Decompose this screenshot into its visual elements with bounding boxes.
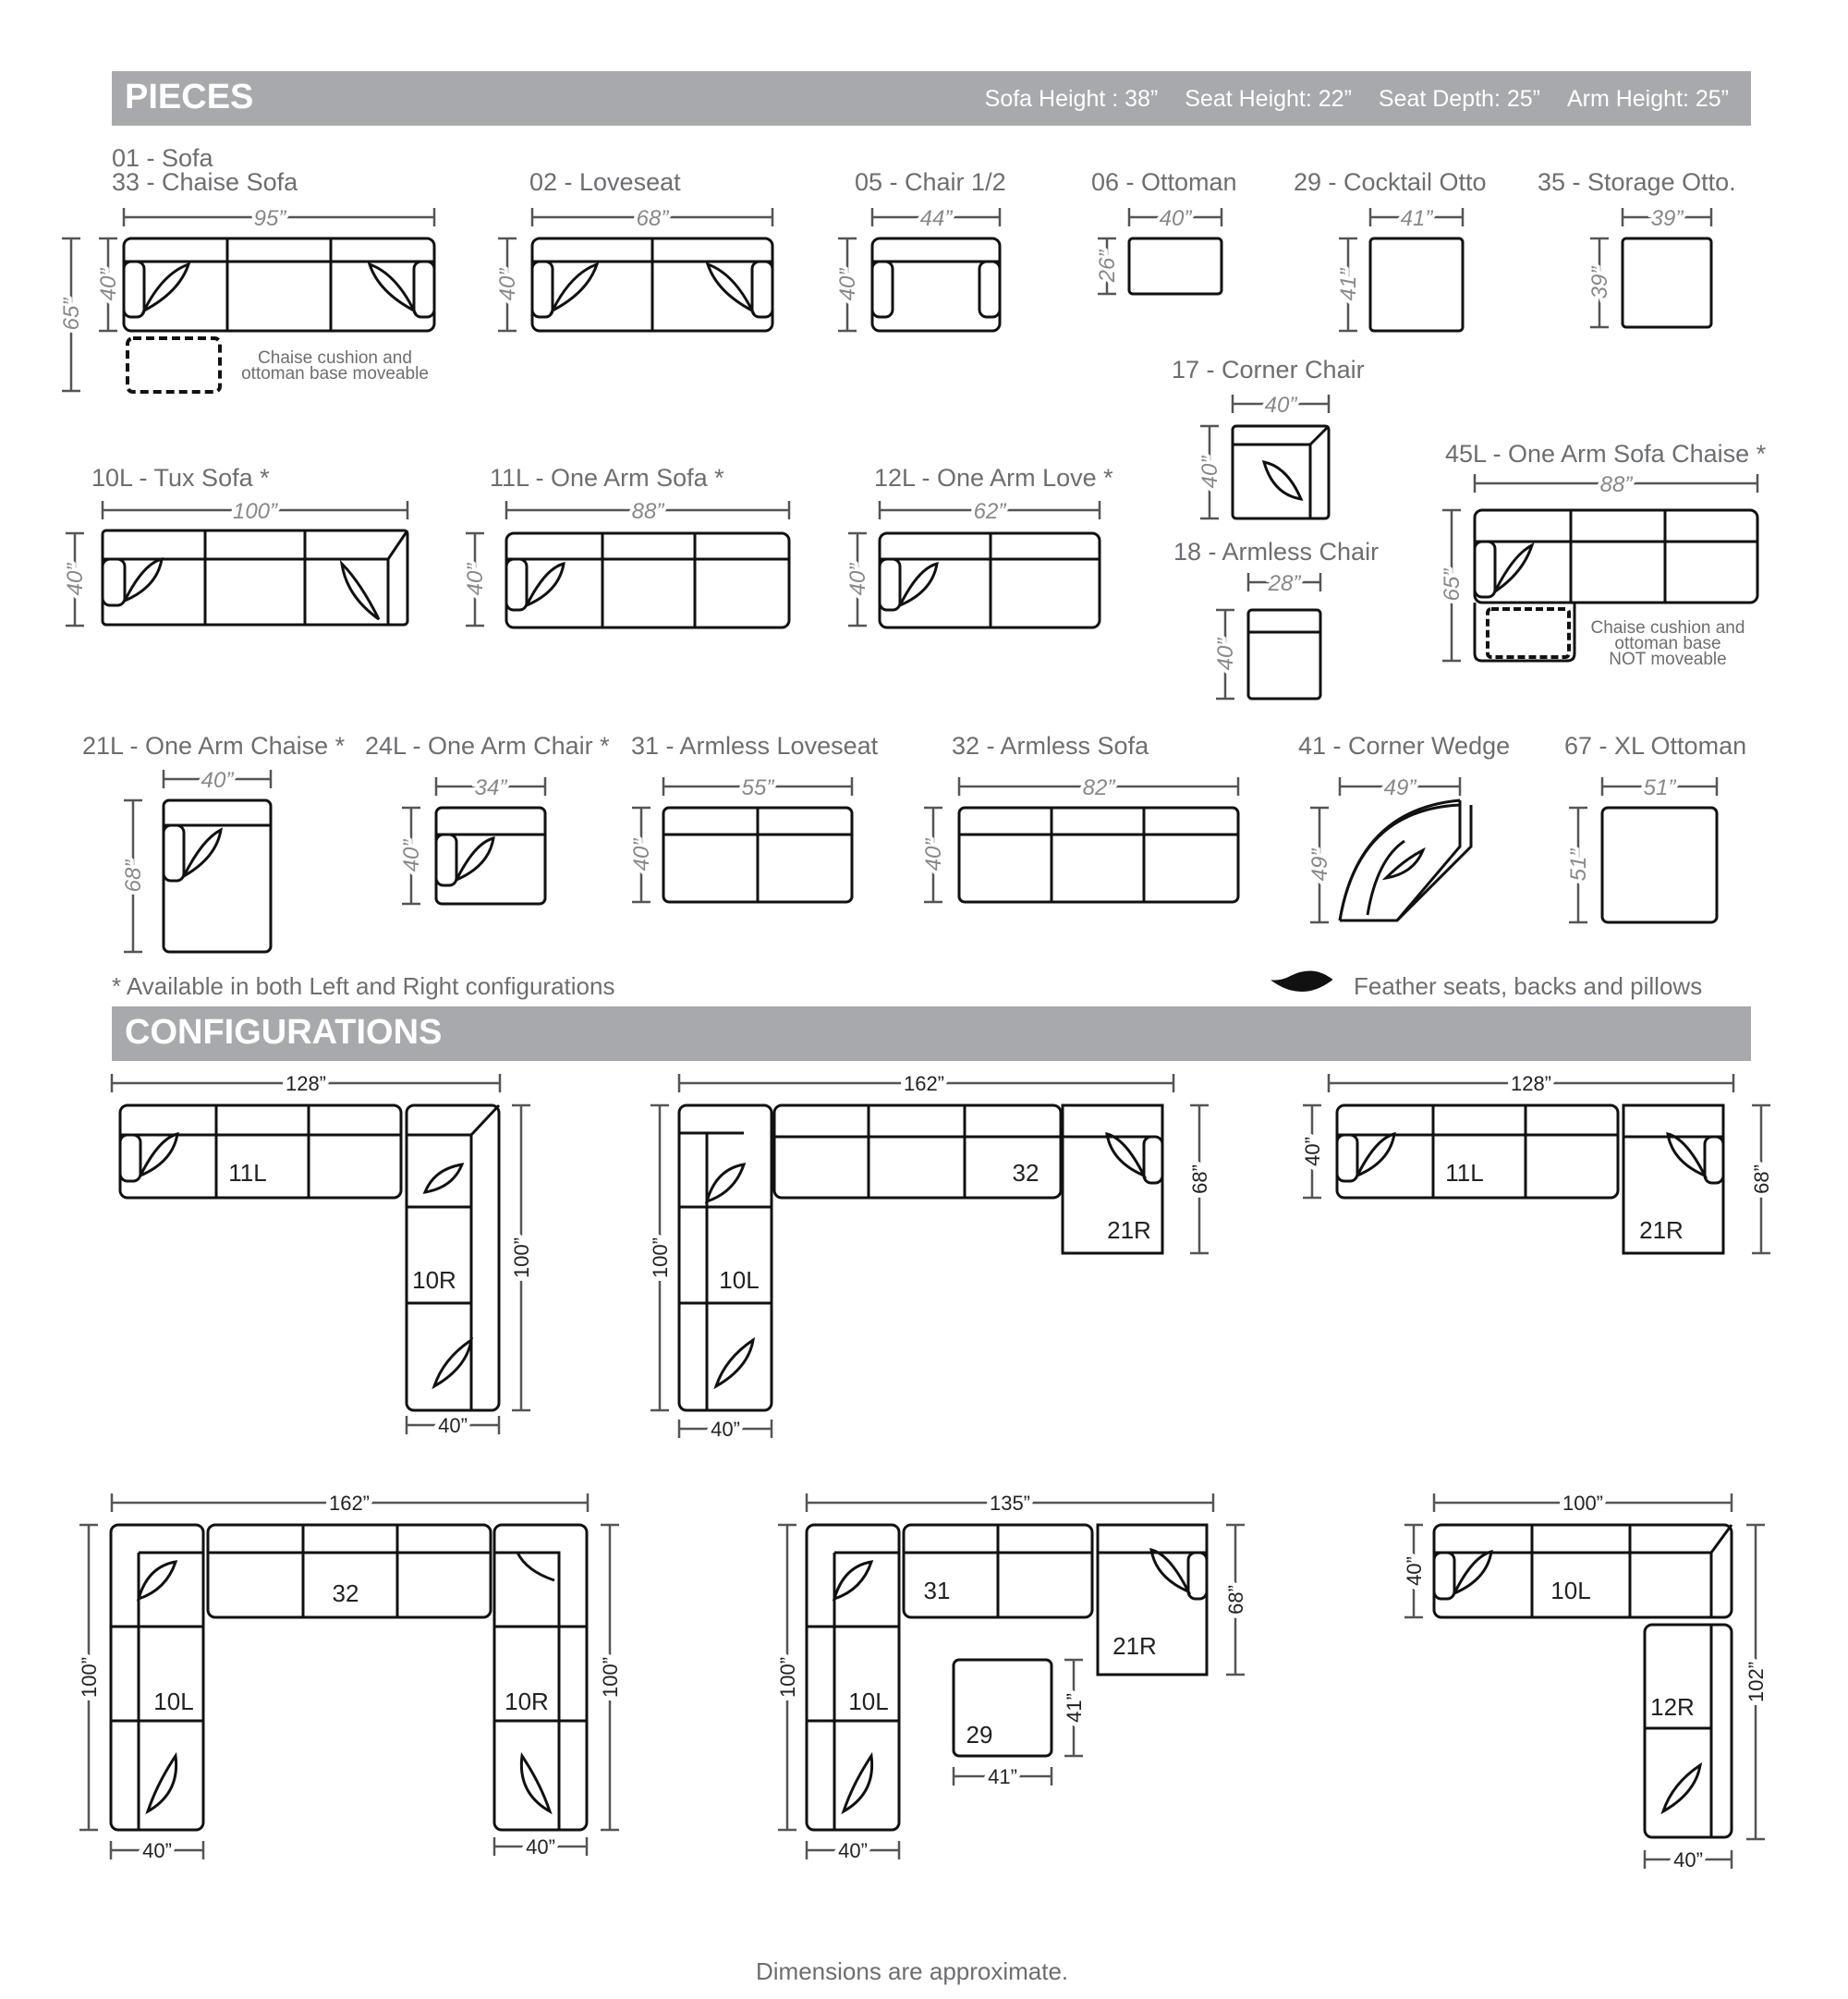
cfg3-label-21r: 21R: [1639, 1216, 1684, 1244]
label-one-arm-love: 12L - One Arm Love *: [874, 464, 1113, 492]
dim-one-arm-sofa-width: 88”: [631, 499, 664, 524]
config-2-drawing: [679, 1105, 1162, 1410]
config-4-drawing: [111, 1525, 587, 1830]
cfg6-label-12r: 12R: [1650, 1693, 1695, 1721]
cfg5-otto-depth: 41”: [1063, 1693, 1086, 1723]
cfg5-otto-width: 41”: [988, 1765, 1017, 1788]
dim-sofa-depth: 40”: [96, 268, 121, 301]
ottoman-drawing: [1129, 238, 1222, 294]
note-line: NOT moveable: [1609, 650, 1727, 669]
dim-storage-depth: 39”: [1587, 266, 1612, 299]
cfg4-length-right: 100”: [599, 1656, 622, 1699]
cfg5-label-21r: 21R: [1112, 1632, 1157, 1660]
dim-armless-sofa-depth: 40”: [921, 838, 946, 872]
cfg2-label-32: 32: [1012, 1159, 1040, 1187]
dim-one-arm-sofa-depth: 40”: [463, 563, 488, 596]
loveseat-drawing: [532, 238, 772, 331]
dim-loveseat-depth: 40”: [495, 268, 520, 301]
label-chaise-sofa: 33 - Chaise Sofa: [112, 168, 298, 196]
armless-chair-drawing: [1248, 610, 1320, 699]
label-storage-otto: 35 - Storage Otto.: [1538, 168, 1736, 196]
dim-wedge-depth: 49”: [1307, 848, 1332, 882]
sofa-drawing: [124, 238, 434, 392]
dim-armless-loveseat-depth: 40”: [629, 838, 654, 872]
cfg1-depth: 40”: [438, 1414, 468, 1437]
label-armless-chair: 18 - Armless Chair: [1173, 538, 1380, 566]
label-armless-loveseat: 31 - Armless Loveseat: [631, 732, 879, 760]
dim-sofa-chaise-width: 88”: [1599, 472, 1633, 497]
cfg3-width: 128”: [1510, 1072, 1552, 1095]
cfg4-label-10r: 10R: [505, 1688, 549, 1715]
one-arm-love-drawing: [880, 533, 1100, 628]
configurations-title: CONFIGURATIONS: [125, 1013, 443, 1052]
cfg6-width: 100”: [1562, 1492, 1604, 1515]
pieces-title: PIECES: [125, 78, 254, 116]
dim-tux-sofa-depth: 40”: [63, 563, 88, 596]
cocktail-otto-drawing: [1370, 238, 1463, 331]
note-line: ottoman base moveable: [241, 364, 429, 384]
cfg3-label-11l: 11L: [1445, 1159, 1484, 1187]
dim-armless-sofa-width: 82”: [1082, 775, 1115, 800]
dim-one-arm-chaise-depth: 68”: [121, 859, 146, 893]
cfg1-label-11l: 11L: [228, 1159, 267, 1187]
cfg5-width: 135”: [989, 1492, 1031, 1515]
tux-sofa-drawing: [103, 530, 407, 625]
dim-chair-depth: 40”: [835, 268, 860, 301]
label-cocktail-otto: 29 - Cocktail Otto: [1294, 168, 1487, 196]
dim-chair-width: 44”: [919, 206, 953, 231]
cfg5-label-31: 31: [923, 1577, 951, 1604]
storage-otto-drawing: [1623, 238, 1711, 327]
cfg5-label-29: 29: [966, 1721, 993, 1749]
cfg2-width: 162”: [903, 1072, 945, 1095]
armless-sofa-drawing: [959, 808, 1238, 902]
cfg5-chaise-length: 68”: [1224, 1585, 1247, 1615]
label-one-arm-chair: 24L - One Arm Chair *: [365, 732, 610, 760]
cfg5-label-10l: 10L: [848, 1688, 889, 1715]
label-loveseat: 02 - Loveseat: [529, 168, 681, 196]
cfg3-chaise-length: 68”: [1750, 1164, 1773, 1194]
spec-seat-height: Seat Height: 22”: [1185, 86, 1352, 112]
dim-chaise-sofa-depth: 65”: [59, 298, 84, 331]
cfg4-depth-right: 40”: [526, 1835, 555, 1859]
dim-xl-ottoman-depth: 51”: [1566, 848, 1591, 882]
label-one-arm-chaise: 21L - One Arm Chaise *: [82, 732, 346, 760]
approx-footnote: Dimensions are approximate.: [756, 1957, 1069, 1985]
label-chair-half: 05 - Chair 1/2: [855, 168, 1006, 196]
spec-arm-height: Arm Height: 25”: [1566, 86, 1729, 112]
label-armless-sofa: 32 - Armless Sofa: [952, 732, 1149, 760]
label-corner-wedge: 41 - Corner Wedge: [1298, 732, 1511, 760]
feather-footnote: Feather seats, backs and pillows: [1354, 972, 1703, 1000]
one-arm-chair-drawing: [436, 808, 545, 904]
dim-sofa-chaise-depth: 65”: [1440, 568, 1465, 602]
cfg2-chaise-length: 68”: [1188, 1164, 1211, 1194]
dim-wedge-width: 49”: [1383, 775, 1416, 800]
cfg2-label-21r: 21R: [1107, 1216, 1151, 1244]
dim-sofa-width: 95”: [253, 206, 286, 231]
cfg1-label-10r: 10R: [412, 1266, 456, 1294]
dim-corner-chair-depth: 40”: [1198, 456, 1222, 489]
cfg4-depth-left: 40”: [142, 1839, 172, 1862]
cfg2-length: 100”: [649, 1237, 672, 1279]
feather-icon: [1275, 972, 1331, 991]
dim-storage-width: 39”: [1650, 206, 1684, 231]
dim-one-arm-chaise-width: 40”: [201, 768, 234, 793]
dim-cocktail-width: 41”: [1400, 206, 1433, 231]
dim-tux-sofa-width: 100”: [232, 499, 278, 524]
cfg5-depth: 40”: [838, 1839, 868, 1862]
cfg6-length: 102”: [1745, 1661, 1768, 1703]
label-ottoman: 06 - Ottoman: [1091, 168, 1237, 196]
note-line: Chaise cushion and: [1590, 618, 1745, 638]
label-one-arm-sofa: 11L - One Arm Sofa *: [490, 464, 724, 492]
corner-wedge-drawing: [1340, 800, 1471, 920]
note-line: Chaise cushion and: [258, 348, 412, 368]
available-footnote: * Available in both Left and Right configurations: [112, 972, 615, 1000]
one-arm-sofa-drawing: [506, 533, 789, 628]
cfg3-depth: 40”: [1301, 1137, 1324, 1166]
cfg4-width: 162”: [328, 1492, 371, 1515]
one-arm-chaise-drawing: [164, 800, 271, 952]
dim-one-arm-chair-depth: 40”: [399, 839, 424, 872]
cfg1-length: 100”: [510, 1237, 533, 1279]
dim-ottoman-width: 40”: [1159, 206, 1192, 231]
label-corner-chair: 17 - Corner Chair: [1172, 356, 1365, 384]
label-tux-sofa: 10L - Tux Sofa *: [91, 464, 270, 492]
label-xl-ottoman: 67 - XL Ottoman: [1564, 732, 1747, 760]
dim-corner-chair-width: 40”: [1264, 393, 1297, 418]
dim-armless-chair-depth: 40”: [1213, 638, 1238, 671]
config-1-drawing: [120, 1105, 499, 1410]
cfg2-depth: 40”: [711, 1418, 740, 1441]
dim-one-arm-love-depth: 40”: [845, 563, 870, 596]
cfg4-label-32: 32: [332, 1579, 359, 1607]
cfg6-depth: 40”: [1403, 1556, 1426, 1586]
chair-half-drawing: [872, 238, 1000, 331]
label-sofa: 01 - Sofa: [112, 144, 213, 172]
cfg6-label-10l: 10L: [1550, 1577, 1591, 1604]
cfg5-length: 100”: [776, 1656, 799, 1699]
one-arm-sofa-chaise-drawing: [1475, 510, 1757, 661]
spec-sofa-height: Sofa Height : 38”: [984, 86, 1159, 112]
armless-loveseat-drawing: [663, 808, 852, 902]
cfg2-label-10l: 10L: [719, 1266, 760, 1294]
dim-xl-ottoman-width: 51”: [1643, 775, 1676, 800]
xl-ottoman-drawing: [1602, 808, 1717, 922]
corner-chair-drawing: [1233, 426, 1329, 518]
cfg1-width: 128”: [285, 1072, 327, 1095]
dim-one-arm-love-width: 62”: [973, 499, 1006, 524]
dim-ottoman-depth: 26”: [1095, 250, 1120, 283]
dim-armless-chair-width: 28”: [1268, 571, 1301, 596]
dim-loveseat-width: 68”: [636, 206, 669, 231]
cfg4-length-left: 100”: [78, 1656, 101, 1699]
dim-cocktail-depth: 41”: [1336, 268, 1361, 301]
cfg4-label-10l: 10L: [153, 1688, 194, 1715]
dim-one-arm-chair-width: 34”: [474, 775, 507, 800]
note-line: ottoman base: [1614, 634, 1721, 653]
config-6-drawing: [1434, 1525, 1732, 1837]
spec-seat-depth: Seat Depth: 25”: [1378, 86, 1540, 112]
dim-armless-loveseat-width: 55”: [741, 775, 774, 800]
label-one-arm-sofa-chaise: 45L - One Arm Sofa Chaise *: [1445, 440, 1767, 468]
cfg6-side-depth: 40”: [1673, 1848, 1703, 1871]
